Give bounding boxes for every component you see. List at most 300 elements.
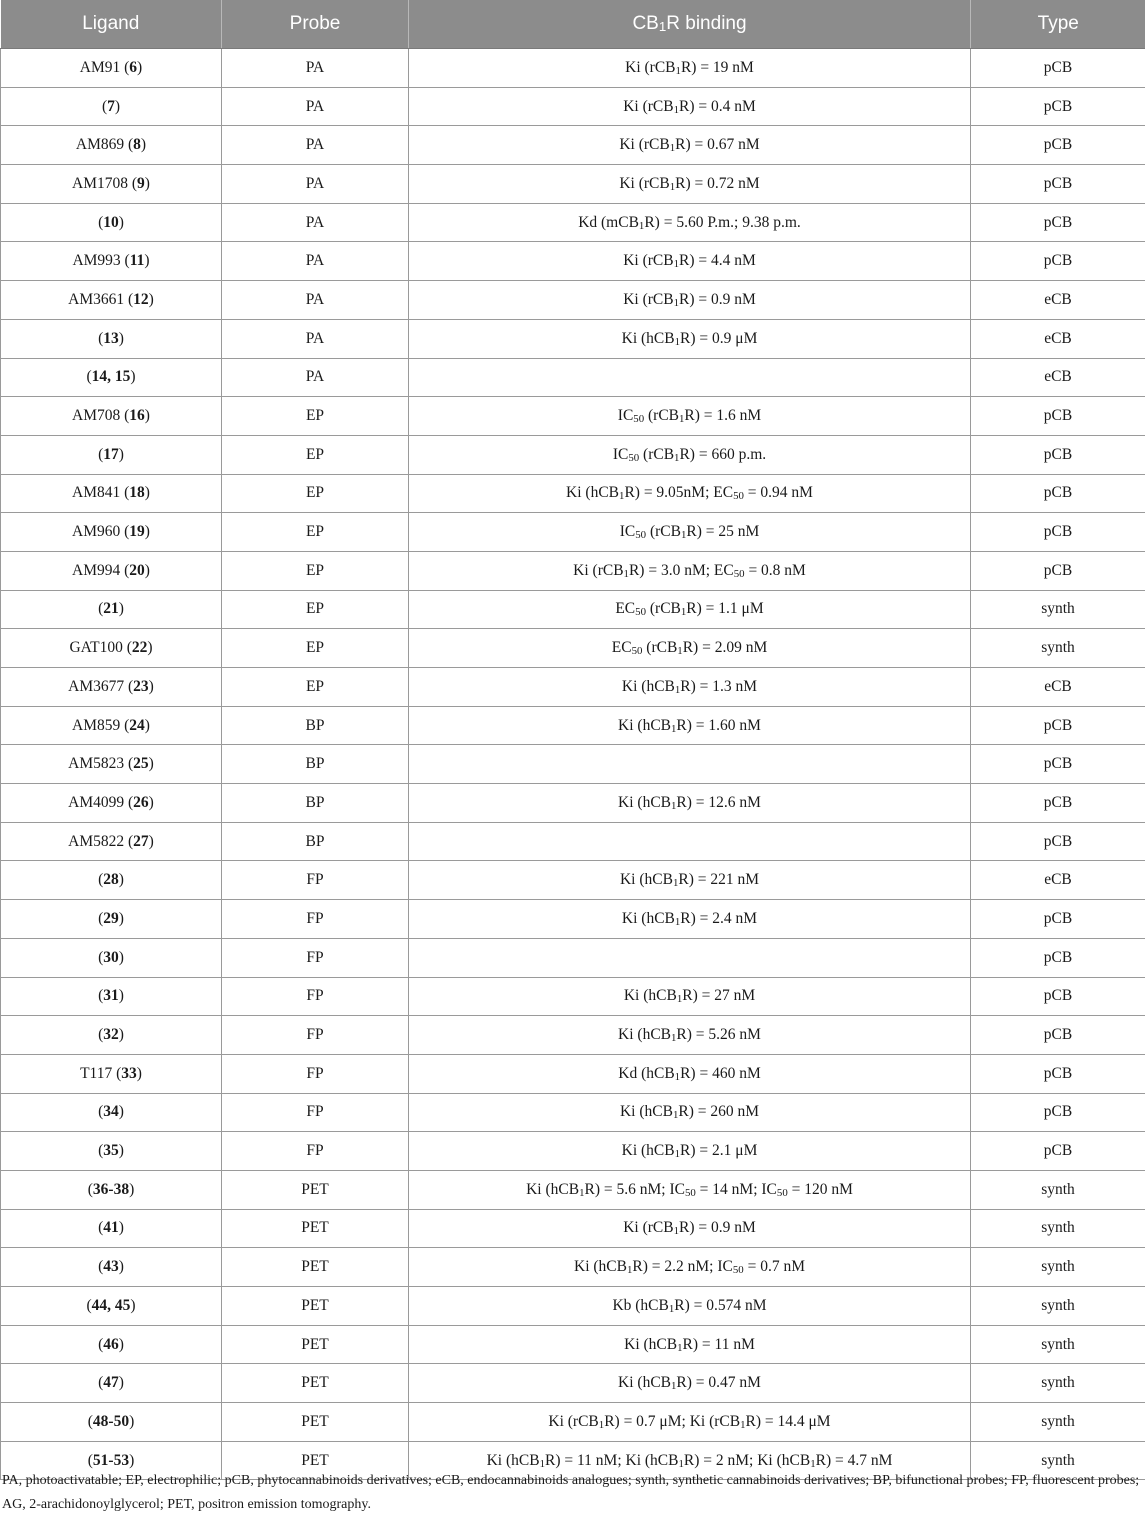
ligand-name: ( <box>98 1335 104 1353</box>
ligand-name: AM5822 ( <box>68 832 134 850</box>
table-row <box>1 49 1145 88</box>
binding-text: Ki (hCB <box>486 1451 540 1469</box>
binding-text: R) = 0.67 nM <box>675 136 760 154</box>
ligand-cell <box>1 668 222 707</box>
ligand-close-paren: ) <box>118 1219 124 1237</box>
table-row <box>1 590 1145 629</box>
ligand-name: ( <box>87 1451 93 1469</box>
binding-subscript: 1 <box>674 683 681 696</box>
type-cell: synth <box>971 1403 1145 1442</box>
ligand-cell <box>1 784 222 823</box>
binding-cell <box>409 49 971 88</box>
ligand-close-paren: ) <box>148 832 154 850</box>
binding-subscript: 1 <box>676 993 683 1006</box>
ligand-name: ( <box>98 213 104 231</box>
probe-cell: FP <box>222 1093 409 1132</box>
ligand-name: ( <box>86 1296 92 1314</box>
ligand-close-paren: ) <box>118 1258 124 1276</box>
table-row <box>1 1325 1145 1364</box>
binding-text: Ki (rCB <box>548 1412 599 1430</box>
type-cell: pCB <box>971 397 1145 436</box>
binding-text: (rCB <box>646 600 681 618</box>
type-cell: synth <box>971 1248 1145 1287</box>
ligand-name: AM993 ( <box>72 252 130 270</box>
probe-cell: FP <box>222 861 409 900</box>
compound-number: 36-38 <box>92 1180 130 1198</box>
ligand-name: ( <box>98 1374 104 1392</box>
compound-number: 10 <box>103 213 119 231</box>
ligand-close-paren: ) <box>118 987 124 1005</box>
compound-number: 48-50 <box>92 1412 130 1430</box>
type-cell: pCB <box>971 474 1145 513</box>
ligand-name: ( <box>98 1219 104 1237</box>
table-row <box>1 319 1145 358</box>
binding-subscript: 1 <box>623 567 629 580</box>
binding-subscript: 1 <box>671 722 677 735</box>
compound-number: 30 <box>103 948 119 966</box>
binding-text: R) = 0.9 nM <box>679 1219 756 1237</box>
binding-text: Ki (hCB <box>623 987 677 1005</box>
compound-number: 12 <box>133 290 149 308</box>
binding-text: R) = 5.26 nM <box>676 1026 761 1044</box>
ligand-close-paren: ) <box>118 1103 124 1121</box>
probe-cell: EP <box>222 590 409 629</box>
table-row <box>1 242 1145 281</box>
binding-cell <box>409 1054 971 1093</box>
table-row <box>1 629 1145 668</box>
binding-text: R) = 2.2 nM; IC <box>632 1258 733 1276</box>
compound-number: 43 <box>103 1258 119 1276</box>
binding-cell <box>409 822 971 861</box>
binding-text: Ki (hCB <box>618 716 671 734</box>
binding-subscript: 50 <box>776 1186 788 1199</box>
ligand-name: AM5823 ( <box>68 755 134 773</box>
ligand-cell <box>1 358 222 397</box>
binding-text: Ki (hCB <box>624 1335 678 1353</box>
ligand-name: ( <box>86 368 92 386</box>
type-cell: pCB <box>971 1016 1145 1055</box>
compound-number: 32 <box>103 1026 119 1044</box>
binding-text: R) = 0.9 nM <box>679 290 756 308</box>
type-cell: eCB <box>971 358 1145 397</box>
binding-text: R) = 1.1 μM <box>686 600 764 618</box>
table-row <box>1 358 1145 397</box>
ligand-close-paren: ) <box>118 871 124 889</box>
table-row <box>1 784 1145 823</box>
table-row <box>1 861 1145 900</box>
ligand-close-paren: ) <box>144 174 150 192</box>
compound-number: 19 <box>129 523 145 541</box>
probe-cell: PA <box>222 242 409 281</box>
compound-number: 6 <box>129 58 138 76</box>
probe-cell: EP <box>222 551 409 590</box>
type-cell: synth <box>971 629 1145 668</box>
ligand-close-paren: ) <box>118 445 124 463</box>
ligand-cell <box>1 938 222 977</box>
type-cell: pCB <box>971 706 1145 745</box>
binding-subscript: 50 <box>635 606 646 619</box>
type-cell: synth <box>971 590 1145 629</box>
binding-text: (rCB <box>642 639 678 657</box>
compound-number: 11 <box>129 252 145 270</box>
table-row <box>1 397 1145 436</box>
compound-number: 27 <box>133 832 149 850</box>
header-binding-post: R binding <box>666 13 747 34</box>
binding-subscript: 1 <box>677 1341 683 1354</box>
ligand-close-paren: ) <box>129 1412 135 1430</box>
ligand-close-paren: ) <box>144 561 150 579</box>
ligand-name: GAT100 ( <box>69 639 132 657</box>
binding-text: R) = 12.6 nM <box>676 793 761 811</box>
binding-text: R) = 0.47 nM <box>676 1374 761 1392</box>
binding-subscript: 1 <box>674 1148 681 1161</box>
probe-cell: EP <box>222 397 409 436</box>
probe-cell: BP <box>222 745 409 784</box>
probe-cell: EP <box>222 513 409 552</box>
binding-cell <box>409 1248 971 1287</box>
binding-text: R) = 0.4 nM <box>679 97 756 115</box>
probe-cell: PET <box>222 1403 409 1442</box>
ligand-name: ( <box>98 1142 104 1160</box>
ligand-close-paren: ) <box>148 290 154 308</box>
binding-cell <box>409 668 971 707</box>
ligand-name: ( <box>98 1026 104 1044</box>
type-cell: pCB <box>971 49 1145 88</box>
binding-subscript: 1 <box>598 1418 605 1431</box>
table-row <box>1 1016 1145 1055</box>
compound-number: 51-53 <box>92 1451 130 1469</box>
compound-number: 13 <box>103 329 119 347</box>
ligand-cell <box>1 900 222 939</box>
ligand-cell <box>1 319 222 358</box>
ligand-cell <box>1 1132 222 1171</box>
binding-text: R) = 1.60 nM <box>676 716 761 734</box>
ligand-name: AM841 ( <box>72 484 130 502</box>
binding-text: R) = 9.05nM; EC <box>624 484 734 502</box>
table-row <box>1 87 1145 126</box>
binding-text: R) = 4.4 nM <box>679 252 756 270</box>
binding-cell <box>409 1132 971 1171</box>
compound-number: 25 <box>133 755 149 773</box>
probe-cell: BP <box>222 706 409 745</box>
header-binding-pre: CB <box>632 13 659 34</box>
binding-cell <box>409 900 971 939</box>
header-binding-sub: 1 <box>658 19 667 34</box>
compound-number: 26 <box>133 793 149 811</box>
ligand-close-paren: ) <box>130 368 136 386</box>
ligand-cell <box>1 1093 222 1132</box>
type-cell: eCB <box>971 319 1145 358</box>
binding-cell <box>409 281 971 320</box>
ligand-cell <box>1 706 222 745</box>
table-row <box>1 1093 1145 1132</box>
ligand-cell <box>1 1209 222 1248</box>
ligand-cell <box>1 1054 222 1093</box>
binding-cell <box>409 203 971 242</box>
binding-subscript: 50 <box>633 413 645 426</box>
binding-subscript: 1 <box>677 645 683 658</box>
probe-cell: EP <box>222 668 409 707</box>
ligand-close-paren: ) <box>118 1335 124 1353</box>
probe-cell: FP <box>222 1054 409 1093</box>
binding-subscript: 1 <box>679 413 685 426</box>
table-row <box>1 435 1145 474</box>
binding-text: = 0.8 nM <box>744 561 806 579</box>
binding-subscript: 50 <box>635 529 647 542</box>
binding-text: Ki (hCB <box>621 909 675 927</box>
table-row <box>1 165 1145 204</box>
ligand-name: ( <box>98 987 104 1005</box>
ligand-close-paren: ) <box>147 639 153 657</box>
binding-cell <box>409 1364 971 1403</box>
binding-cell <box>409 397 971 436</box>
probe-cell: FP <box>222 938 409 977</box>
table-row <box>1 281 1145 320</box>
ligand-name: ( <box>98 948 104 966</box>
binding-text: Ki (rCB <box>625 58 676 76</box>
binding-cell <box>409 242 971 281</box>
binding-subscript: 1 <box>673 296 679 309</box>
compound-number: 41 <box>103 1219 119 1237</box>
binding-subscript: 1 <box>673 1225 679 1238</box>
binding-cell <box>409 126 971 165</box>
binding-cell <box>409 745 971 784</box>
ligand-cell <box>1 629 222 668</box>
ligand-name: ( <box>87 1180 93 1198</box>
binding-text: R) = 11 nM; Ki (hCB <box>545 1451 679 1469</box>
binding-text: R) = 660 p.m. <box>679 445 767 463</box>
ligand-close-paren: ) <box>148 755 154 773</box>
binding-cell <box>409 474 971 513</box>
compound-number: 33 <box>121 1064 137 1082</box>
ligand-cell <box>1 1016 222 1055</box>
binding-text: R) = 0.72 nM <box>675 174 760 192</box>
table-footnote: PA, photoactivatable; EP, electrophilic; pCB, phytocannabinoids derivatives; eCB, endocannabinoids analogues; synth, synthetic cannabinoids derivatives; BP, bifunctional probes; FP, fluorescent probes; AG, 2-arachidonoylglycerol; PET, positron emission tomography. <box>2 1473 1140 1512</box>
type-cell: eCB <box>971 668 1145 707</box>
ligand-cell <box>1 822 222 861</box>
binding-subscript: 1 <box>671 799 677 812</box>
binding-subscript: 1 <box>626 1264 633 1277</box>
ligand-name: AM859 ( <box>72 716 130 734</box>
ligand-cell <box>1 242 222 281</box>
binding-subscript: 1 <box>674 335 681 348</box>
type-cell: pCB <box>971 551 1145 590</box>
probe-cell: PET <box>222 1287 409 1326</box>
header-probe: Probe <box>222 0 409 49</box>
binding-subscript: 1 <box>619 490 625 503</box>
binding-text: Ki (rCB <box>623 1219 674 1237</box>
ligand-cell <box>1 474 222 513</box>
type-cell: pCB <box>971 165 1145 204</box>
binding-subscript: 1 <box>673 103 679 116</box>
probe-cell: FP <box>222 1132 409 1171</box>
ligand-close-paren: ) <box>118 948 124 966</box>
ligand-cell <box>1 49 222 88</box>
ligand-close-paren: ) <box>140 136 147 154</box>
binding-text: = 120 nM <box>787 1180 853 1198</box>
table-row <box>1 551 1145 590</box>
binding-cell <box>409 590 971 629</box>
ligand-cell <box>1 1248 222 1287</box>
binding-cell <box>409 784 971 823</box>
binding-subscript: 1 <box>579 1186 585 1199</box>
ligand-cell <box>1 1325 222 1364</box>
binding-text: R) = 0.9 μM <box>680 329 758 347</box>
ligand-cell <box>1 1364 222 1403</box>
ligand-cell <box>1 126 222 165</box>
ligand-cell <box>1 397 222 436</box>
binding-subscript: 1 <box>669 142 676 155</box>
table-row <box>1 1287 1145 1326</box>
compound-number: 28 <box>103 871 119 889</box>
binding-text: R) = 1.3 nM <box>680 677 758 695</box>
ligand-cell <box>1 590 222 629</box>
table-row <box>1 1364 1145 1403</box>
type-cell: pCB <box>971 900 1145 939</box>
probe-cell: PA <box>222 319 409 358</box>
binding-cell <box>409 513 971 552</box>
binding-subscript: 1 <box>678 1457 684 1470</box>
ligand-close-paren: ) <box>118 909 124 927</box>
probe-cell: PET <box>222 1441 409 1480</box>
binding-cell <box>409 435 971 474</box>
compound-number: 44, 45 <box>91 1296 131 1314</box>
table-row <box>1 900 1145 939</box>
type-cell: synth <box>971 1325 1145 1364</box>
type-cell: eCB <box>971 861 1145 900</box>
probe-cell: EP <box>222 629 409 668</box>
binding-subscript: 50 <box>733 567 745 580</box>
table-row <box>1 1403 1145 1442</box>
binding-text: R) = 2.1 μM <box>680 1142 758 1160</box>
compound-number: 46 <box>103 1335 119 1353</box>
probe-cell: PET <box>222 1364 409 1403</box>
binding-subscript: 1 <box>668 1302 675 1315</box>
ligand-cell <box>1 1403 222 1442</box>
probe-cell: PA <box>222 358 409 397</box>
ligand-cell <box>1 513 222 552</box>
binding-subscript: 1 <box>810 1457 816 1470</box>
table-row <box>1 668 1145 707</box>
binding-text: Ki (rCB <box>623 290 674 308</box>
binding-text: = 0.7 nM <box>743 1258 805 1276</box>
binding-text: Ki (hCB <box>566 484 620 502</box>
ligand-cell <box>1 977 222 1016</box>
ligand-name: AM3661 ( <box>68 290 134 308</box>
binding-text: R) = 460 nM <box>680 1064 761 1082</box>
ligand-name: AM869 ( <box>75 136 134 154</box>
compound-number: 22 <box>131 639 148 657</box>
header-row <box>1 0 1145 49</box>
ligand-close-paren: ) <box>136 1064 142 1082</box>
ligand-close-paren: ) <box>129 1451 135 1469</box>
binding-text: R) = 2.09 nM <box>682 639 768 657</box>
probe-cell: EP <box>222 435 409 474</box>
table-row <box>1 938 1145 977</box>
binding-text: Ki (rCB <box>573 561 624 579</box>
binding-text: R) = 3.0 nM; EC <box>628 561 734 579</box>
compound-number: 23 <box>133 677 149 695</box>
binding-text: R) = 11 nM <box>682 1335 755 1353</box>
ligand-close-paren: ) <box>148 793 154 811</box>
binding-subscript: 1 <box>672 877 679 890</box>
compound-number: 35 <box>103 1142 119 1160</box>
type-cell: synth <box>971 1287 1145 1326</box>
header-binding <box>409 0 971 49</box>
ligand-cell <box>1 87 222 126</box>
binding-text: IC <box>617 407 634 425</box>
header-ligand: Ligand <box>1 0 222 49</box>
binding-text: R) = 27 nM <box>682 987 756 1005</box>
ligand-close-paren: ) <box>118 1374 124 1392</box>
binding-cell <box>409 1016 971 1055</box>
ligand-close-paren: ) <box>148 677 154 695</box>
ligand-close-paren: ) <box>129 1180 135 1198</box>
type-cell: pCB <box>971 242 1145 281</box>
binding-text: Ki (hCB <box>618 1026 671 1044</box>
table-row <box>1 474 1145 513</box>
binding-subscript: 1 <box>672 1109 679 1122</box>
table-row <box>1 1248 1145 1287</box>
ligand-close-paren: ) <box>118 1142 124 1160</box>
binding-cell <box>409 165 971 204</box>
binding-text: R) = 5.60 P.m.; 9.38 p.m. <box>644 213 801 231</box>
ligand-name: ( <box>98 1258 104 1276</box>
binding-text: Ki (hCB <box>621 677 675 695</box>
table-row <box>1 977 1145 1016</box>
binding-text: R) = 14.4 μM <box>745 1412 831 1430</box>
ligand-close-paren: ) <box>118 329 124 347</box>
binding-subscript: 1 <box>740 1418 746 1431</box>
probe-cell: PA <box>222 49 409 88</box>
type-cell: pCB <box>971 745 1145 784</box>
binding-text: R) = 19 nM <box>680 58 754 76</box>
binding-text: IC <box>619 523 636 541</box>
binding-subscript: 1 <box>671 1032 677 1045</box>
binding-text: = 14 nM; IC <box>695 1180 777 1198</box>
probe-cell: BP <box>222 822 409 861</box>
ligand-close-paren: ) <box>130 1296 136 1314</box>
compound-number: 21 <box>103 600 119 618</box>
type-cell: pCB <box>971 784 1145 823</box>
probe-cell: PET <box>222 1248 409 1287</box>
ligand-name: ( <box>98 445 104 463</box>
ligand-cell <box>1 165 222 204</box>
binding-subscript: 1 <box>539 1457 545 1470</box>
binding-cell <box>409 1325 971 1364</box>
compound-number: 16 <box>129 407 145 425</box>
ligand-name: AM1708 ( <box>72 174 138 192</box>
binding-text: EC <box>611 639 632 657</box>
ligand-close-paren: ) <box>144 716 150 734</box>
compound-number: 24 <box>129 716 145 734</box>
table-body <box>1 49 1145 1480</box>
binding-text: IC <box>612 445 629 463</box>
ligand-name: AM708 ( <box>72 407 130 425</box>
ligand-cell <box>1 551 222 590</box>
probe-cell: BP <box>222 784 409 823</box>
ligand-cell <box>1 745 222 784</box>
binding-cell <box>409 358 971 397</box>
binding-text: (rCB <box>646 523 681 541</box>
type-cell: pCB <box>971 513 1145 552</box>
binding-subscript: 50 <box>732 1264 744 1277</box>
binding-text: R) = 25 nM <box>686 523 760 541</box>
binding-subscript: 1 <box>674 451 680 464</box>
ligand-cell <box>1 861 222 900</box>
probe-cell: FP <box>222 977 409 1016</box>
compound-number: 7 <box>107 97 115 115</box>
